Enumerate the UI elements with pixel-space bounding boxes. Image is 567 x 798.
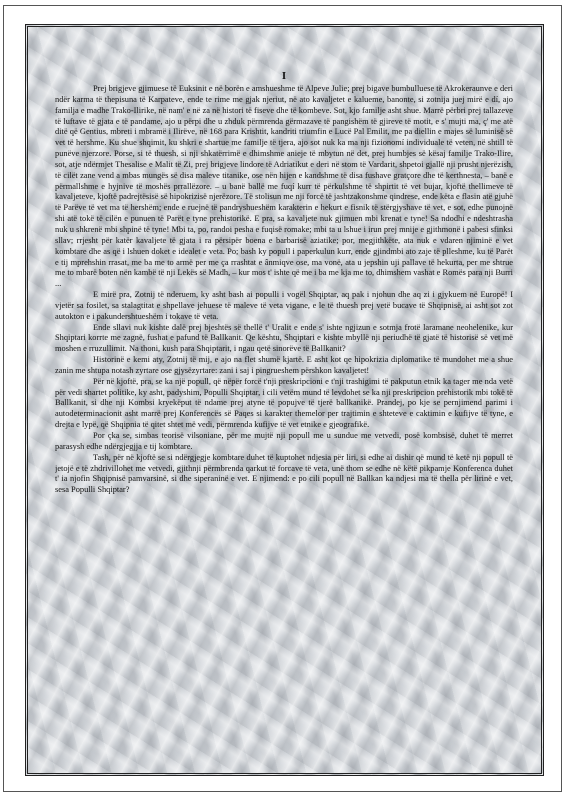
paragraph: E mirë pra, Zotnij të nderuem, ky asht bash ai populli i vogël Shqiptar, aq pak i njohun dhe aq zi i gjykuem në Europë! I vjetër sa fosilet, sa stalagtitat e shpellave jehuese të maleve të veta vigane, e le të thuesh prej vetë bucave të Shqipnisë, ai asht sot zot autokton e i pakundershtueshëm i tokave të veta. bbox=[55, 290, 513, 321]
paragraph: Por çka se, simbas teorisë vilsoniane, për me mujtë nji popull me u sundue me vetvedi, posë kombsisë, duhet të merret parasysh edhe ndërgjegjja e tij kombtare. bbox=[55, 431, 513, 451]
paragraph: Historinë e kemi aty, Zotnij të mij, e ajo na flet shumë kjartë. E asht kot qe hipokrizia diplomatike të mundohet me a shue zanin me shtupa notash zyrtare ose gjysëzyrtare: zani i saj i pingrueshem përshkon kavaljetet! bbox=[55, 355, 513, 375]
paragraph: Prej brigjeve gjimuese të Euksinit e në borën e amshueshme të Alpeve Julie; prej bigave bumbulluese të Akrokeraunve e deri ndër karma të thepisuna të Karpateve, ende te rime me gjak njeriut, në ato kavaljetet e kalueme, banonte, si zotnija juej mirë e dí, ajo familja e madhe Trako-Ilirike, në nam' e në za në histori të fiseve dhe të kombeve. Sot, kjo familje asht shue. Marrë përbri prej tallazeve të luftave të gjata e të pandame, ajo u përpi dhe u zhduk përmrenda gërmazave të pangishëm të gjireve të motit, e s' mujti ma, ç' me atë ditë që Gentius, mbreti i mbramë i Ilirëve, në 168 para Krishtit, kandriti triumfin e Lucë Pal Emilit, me pa diellin e majes së luminisë së vet të hershme. Ku shue shqimit, ku shkri e shartue me familje të tjera, ajo sot nuk ka ma nji fizionomí individuale të veten, në shtill të punëve njerzore. Porse, si të thuesh, si nji shkatërrimë e dhimshme anieje të mbytun në det, prej humbjes së kësaj familje Trako-Ilire, sot, atje ndërmjet Thesalise e Malit të Zi, prej brigjeve lindore të Adriatikut e deri në stom të Vardarit, shpetoi gjallë nji prusht njerëzish, të cilët zane vend a mbas mungës së disa maleve titanike, ose nën hijen e kandshme të disa fushave gratçore dhe të kerthnesta, – banë e përmallshme e hyjnive të moshës prrallëzore. – u banë ballë me fuqí kurr të përkulshme të shpirtit të vet bujar, kjoftë thellimeve të kavaljeteve, kjoftë padrejtësisë së hipokrizisë njerëzore. Të stolisun me nji forcë të jashtzakonshme qindrese, ende këta e flasin atë gjuhë të Parëve të vet ma të hershëm; ende e ruejnë të pandryshueshëm karakterin e hekurt e fisnik të stërgjyshave të vet, e sot, edhe punojnë shi atë tokë të cilën e punuen të Parët e tyne prehistorikë. E pra, sa kavaljete nuk gjimuen mbi krenat e tyne! Sa ndodhi e ndeshtrasha nuk u shkrenë mbi shpinë të tyne! Mbi ta, po, randoi pesha e fuqisë romake; mbi ta u lshue i irun prej mnije e gjithmonë i pabesi sfinksi sllav; rrjesht për katër kavaljete të gjata i ra përsipër boena e barbarisë aziatike; por, megjithkëte, ata nuk e vdaren njiminë e vet kombtare dhe as që i lshuen doket e idealet e veta. Po; bash ky popull i paperkulun kurr, ende gjindmbi ato zaje të plleshme, ku të Parët e tij mprehshin rrasat, me ba me to armë per me ça rrashtat e ânmiqve ose, ma vonë, ata u jepshin uji pallave të hekurta, per me shtrue me to mbarë boten nën kambë të nji Lekës së Madh, – kur mos t' ishte që me i ba me kja me to, dhimshem vashat e Romës para nji Burri ... bbox=[55, 84, 513, 289]
chapter-number: I bbox=[281, 70, 287, 82]
paragraph: Tash, për në kjoftë se si ndërgjegje kombtare duhet të kuptohet ndjesia për liri, si edhe ai dishir që mund të ketë nji popull të jetojë e të zhdrivillohet me vetvedi, gjithnji përmbrenda qarkut të forcave të veta, unë thom se edhe në këtë pikpamje Konferenca duhet t' ia njofin Shqipnisë pamvarsinë, si dhe siperaninë e vet. E njimend: e po cili popull në Ballkan ka ndjesi ma të thella për lirinë e vet, sesa Populli Shqiptar? bbox=[55, 452, 513, 495]
paragraph: Për në kjoftë, pra, se ka një popull, që nëpër forcë t'nji preskripcioni e t'nji trashigimi të pakputun etnik ka tager me nda vetë për vedi shartet politike, ky asht, padyshim, Populli Shqiptar, i cili vetëm mund të levdohet se ka nji preskripcion prehistorik mbi tokë të Ballkanit, si dhe nji Kombsi kryekëput të ndame prej atyne të popujve të tjerë ballkanikë. Prandej, po kje se pernjimend parimi i autodeterminacionit asht marrë prej Konferencës së Paqes si karakter themelor per trajtimin e shteteve e caktimin e kufijve të tyne, e drejta e lypë, që Shqipnia të qitet shtet më vedi, përmrenda kufijve të vet etnike e gjeografikë. bbox=[55, 376, 513, 430]
paragraph: Ende sllavi nuk kishte dalë prej bjeshtës së thellë t' Uralit e ende s' ishte ngjizun e sotmja frotë laramane neohelenike, kur Shqiptari korrte me zagnë, fushat e pafund të Ballkanit. Qe kështu, Shqiptari e kishte mbyllë nji periudhë të gjatë të historisë së vet më moshen e rruzullimit. Na thoni, kush para Shqiptarit, i ngau qetë sinorëve të Ballkanit? bbox=[55, 322, 513, 354]
document-body bbox=[55, 70, 513, 760]
